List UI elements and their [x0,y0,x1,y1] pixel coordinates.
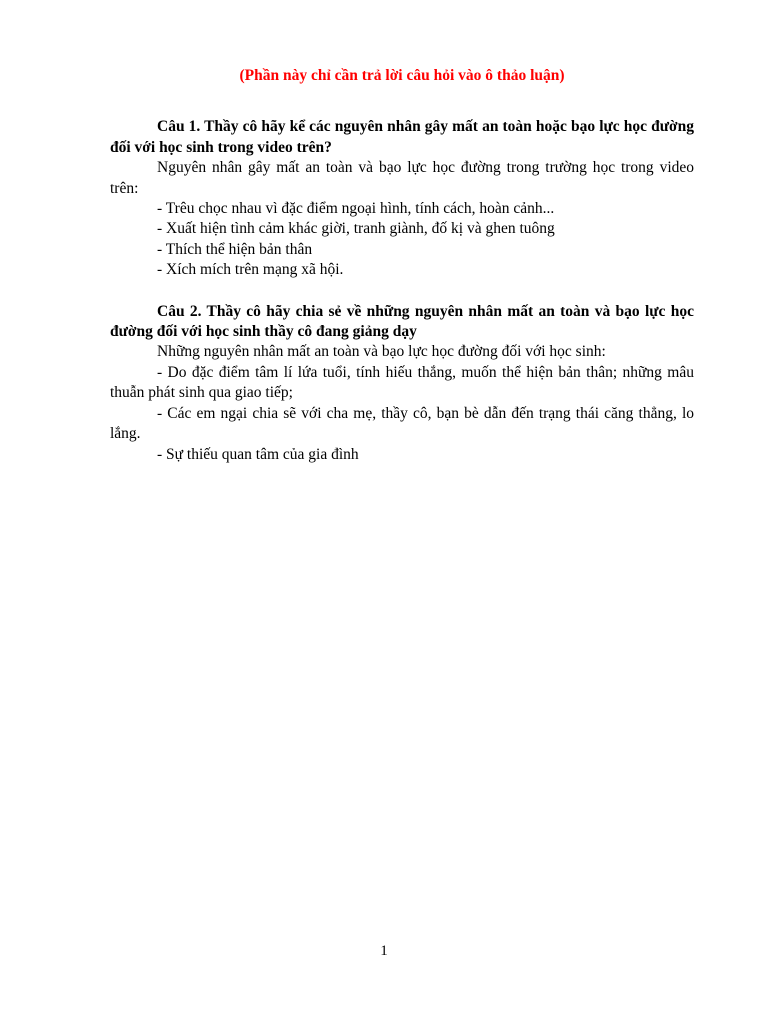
question-1-item: - Xuất hiện tình cảm khác giời, tranh giành, đố kị và ghen tuông [157,220,555,238]
page-number: 1 [380,943,388,959]
document-content [110,66,694,465]
question-1-title: Câu 1. Thầy cô hãy kể các nguyên nhân gây mất an toàn hoặc bạo lực học đường đối với học sinh trong video trên? [110,118,694,156]
question-1-item: - Xích mích trên mạng xã hội. [157,261,344,279]
question-2-title: Câu 2. Thầy cô hãy chia sẻ về những nguyên nhân mất an toàn và bạo lực học đường đối với học sinh thầy cô đang giảng dạy [110,302,694,341]
question-2-item: - Các em ngại chia sẽ với cha mẹ, thầy cô, bạn bè dẫn đến trạng thái căng thẳng, lo lắng. [110,404,694,443]
paragraph-spacer [110,281,694,302]
question-2-item: - Sự thiếu quan tâm của gia đình [157,445,359,463]
question-1-item: - Trêu chọc nhau vì đặc điểm ngoại hình, tính cách, hoàn cảnh... [157,200,555,218]
question-1-intro: Nguyên nhân gây mất an toàn và bạo lực học đường trong trường học trong video trên: [110,159,694,197]
question-2-intro: Những nguyên nhân mất an toàn và bạo lực học đường đối với học sinh: [157,343,606,361]
question-1-item: - Thích thể hiện bản thân [157,240,313,258]
question-2-item: - Do đặc điểm tâm lí lứa tuổi, tính hiếu thắng, muốn thể hiện bản thân; những mâu thuẫn phát sinh qua giao tiếp; [110,363,694,402]
section-note: (Phần này chỉ cần trả lời câu hỏi vào ô thảo luận) [239,67,565,84]
